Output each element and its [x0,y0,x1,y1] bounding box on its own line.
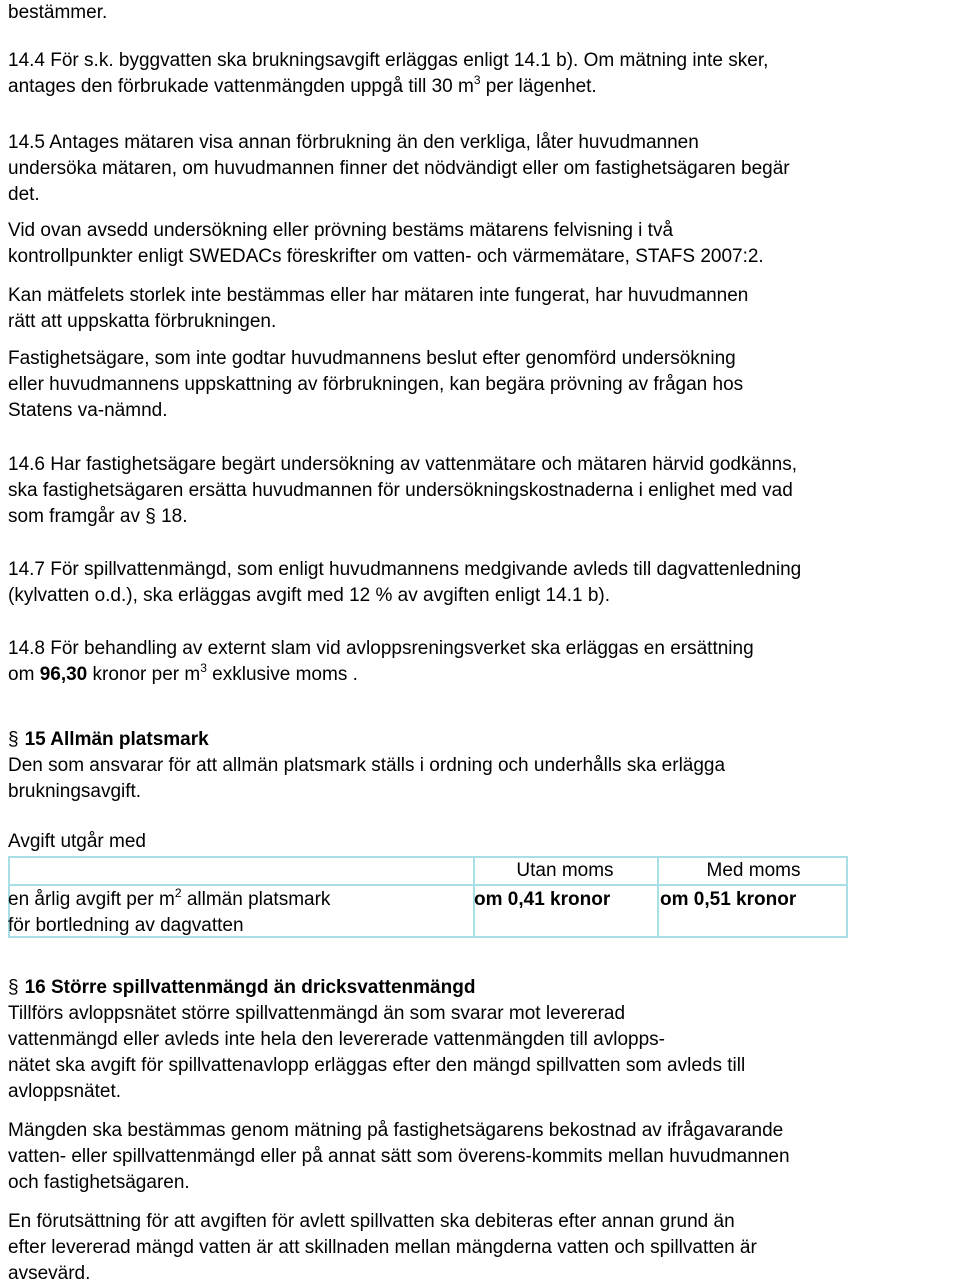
text-line: brukningsavgift. [8,781,142,802]
text-line: En förutsättning för att avgiften för avlett spillvatten ska debiteras efter annan grund än [8,1211,735,1232]
paragraph-sign-icon: § [8,977,19,998]
section-16-heading [8,975,475,1001]
text-line: 14.6 Har fastighetsägare begärt undersökning av vattenmätare och mätaren härvid godkänns, [8,454,797,475]
text-line: ska fastighetsägaren ersätta huvudmannen för undersökningskostnaderna i enlighet med vad [8,480,793,501]
text-line: nätet ska avgift för spillvattenavlopp erläggas efter den mängd spillvatten som avleds till [8,1055,746,1076]
text-fragment: per lägenhet. [480,76,597,97]
text-line: vattenmängd eller avleds inte hela den levererade vattenmängden till avlopps- [8,1029,665,1050]
fee-excl-vat: om 0,41 kronor [474,889,611,910]
section-title: 16 Större spillvattenmängd än dricksvattenmängd [24,977,476,998]
text-line [8,662,358,688]
amount-bold: 96,30 [39,664,88,685]
text-line: Tillförs avloppsnätet större spillvattenmängd än som svarar mot levererad [8,1003,626,1024]
text-fragment: en årlig avgift per m [8,889,175,910]
text-line: avloppsnätet. [8,1081,122,1102]
superscript: 3 [473,73,481,87]
text-line: eller huvudmannens uppskattning av förbrukningen, kan begära prövning av frågan hos [8,374,744,395]
section-15-heading [8,727,209,753]
fee-table [8,856,848,938]
paragraph-sign-icon: § [8,729,19,750]
text-fragment: antages den förbrukade vattenmängden uppgå till 30 m [8,76,474,97]
text-line: 14.7 För spillvattenmängd, som enligt huvudmannens medgivande avleds till dagvattenledning [8,559,802,580]
text-line: Fastighetsägare, som inte godtar huvudmannens beslut efter genomförd undersökning [8,348,736,369]
text-line: 14.8 För behandling av externt slam vid avloppsreningsverket ska erläggas en ersättning [8,638,754,659]
text-line: Statens va-nämnd. [8,400,168,421]
text-line: efter levererad mängd vatten är att skillnaden mellan mängderna vatten och spillvatten är [8,1237,757,1258]
text-line: det. [8,184,40,205]
row-label: för bortledning av dagvatten [8,915,244,936]
text-line: Vid ovan avsedd undersökning eller prövning bestäms mätarens felvisning i två [8,220,674,241]
text-line: (kylvatten o.d.), ska erläggas avgift med 12 % av avgiften enligt 14.1 b). [8,585,610,606]
text-fragment: om [8,664,40,685]
text-line: 14.4 För s.k. byggvatten ska brukningsavgift erläggas enligt 14.1 b). Om mätning inte sker, [8,50,769,71]
text-line: kontrollpunkter enligt SWEDACs föreskrifter om vatten- och värmemätare, STAFS 2007:2. [8,246,764,267]
text-fragment: exklusive moms . [206,664,358,685]
text-line: Kan mätfelets storlek inte bestämmas eller har mätaren inte fungerat, har huvudmannen [8,285,749,306]
column-header: Med moms [706,860,801,881]
text-line: bestämmer. [8,2,108,23]
table-rule [10,884,846,886]
superscript: 2 [174,886,182,900]
text-line: Den som ansvarar för att allmän platsmark ställs i ordning och underhålls ska erlägga [8,755,726,776]
text-line: som framgår av § 18. [8,506,188,527]
text-line: avsevärd. [8,1263,91,1284]
text-line: och fastighetsägaren. [8,1172,190,1193]
text-line: 14.5 Antages mätaren visa annan förbrukning än den verkliga, låter huvudmannen [8,132,699,153]
table-intro: Avgift utgår med [8,831,147,852]
text-line: undersöka mätaren, om huvudmannen finner det nödvändigt eller om fastighetsägaren begär [8,158,790,179]
superscript: 3 [200,661,207,675]
row-label [8,887,330,913]
text-line: rätt att uppskatta förbrukningen. [8,311,277,332]
text-line: vatten- eller spillvattenmängd eller på annat sätt som överens-kommits mellan huvudmannen [8,1146,790,1167]
column-header: Utan moms [516,860,614,881]
text-fragment: kronor per m [87,664,201,685]
text-line: Mängden ska bestämmas genom mätning på fastighetsägarens bekostnad av ifrågavarande [8,1120,784,1141]
section-title: 15 Allmän platsmark [24,729,209,750]
fee-incl-vat: om 0,51 kronor [660,889,797,910]
text-fragment: allmän platsmark [181,889,331,910]
text-line [8,74,597,100]
